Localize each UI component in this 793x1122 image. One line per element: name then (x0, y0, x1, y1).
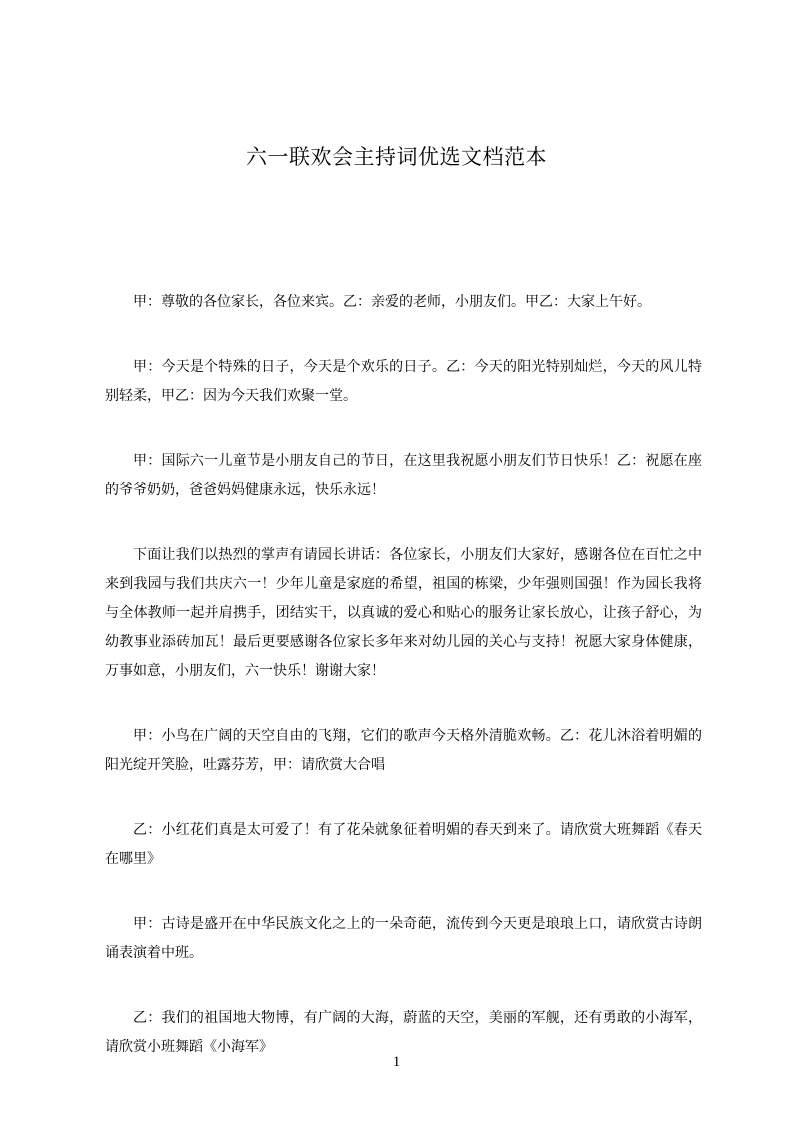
document-title: 六一联欢会主持词优选文档范本 (246, 145, 547, 169)
paragraph: 下面让我们以热烈的掌声有请园长讲话：各位家长，小朋友们大家好，感谢各位在百忙之中来到我园与我们共庆六一！少年儿童是家庭的希望，祖国的栋梁，少年强则国强！作为园长我将与全体教师一起并肩携手，团结实干，以真诚的爱心和贴心的服务让家长放心，让孩子舒心，为幼教事业添砖加瓦！最后更要感谢各位家长多年来对幼儿园的关心与支持！祝愿大家身体健康，万事如意，小朋友们，六一快乐！谢谢大家！ (105, 547, 702, 679)
paragraph: 乙：小红花们真是太可爱了！有了花朵就象征着明媚的春天到来了。请欣赏大班舞蹈《春天在哪里》 (105, 822, 702, 867)
paragraph: 甲：小鸟在广阔的天空自由的飞翔，它们的歌声今天格外清脆欢畅。乙：花儿沐浴着明媚的阳光绽开笑脸，吐露芬芳，甲：请欣赏大合唱 (105, 728, 702, 773)
document-body (105, 288, 702, 1098)
paragraph: 甲：古诗是盛开在中华民族文化之上的一朵奇葩，流传到今天更是琅琅上口，请欣赏古诗朗诵表演着中班。 (105, 916, 702, 961)
paragraph: 甲：尊敬的各位家长，各位来宾。乙：亲爱的老师，小朋友们。甲乙：大家上午好。 (133, 294, 651, 310)
paragraph: 甲：今天是个特殊的日子，今天是个欢乐的日子。乙：今天的阳光特别灿烂，今天的风儿特别轻柔，甲乙：因为今天我们欢聚一堂。 (105, 359, 702, 404)
paragraph: 甲：国际六一儿童节是小朋友自己的节日，在这里我祝愿小朋友们节日快乐！乙：祝愿在座的爷爷奶奶，爸爸妈妈健康永远，快乐永远！ (105, 453, 702, 498)
paragraph: 乙：我们的祖国地大物博，有广阔的大海，蔚蓝的天空，美丽的军舰，还有勇敢的小海军，请欣赏小班舞蹈《小海军》 (105, 1010, 702, 1055)
page-number: 1 (392, 1054, 401, 1070)
